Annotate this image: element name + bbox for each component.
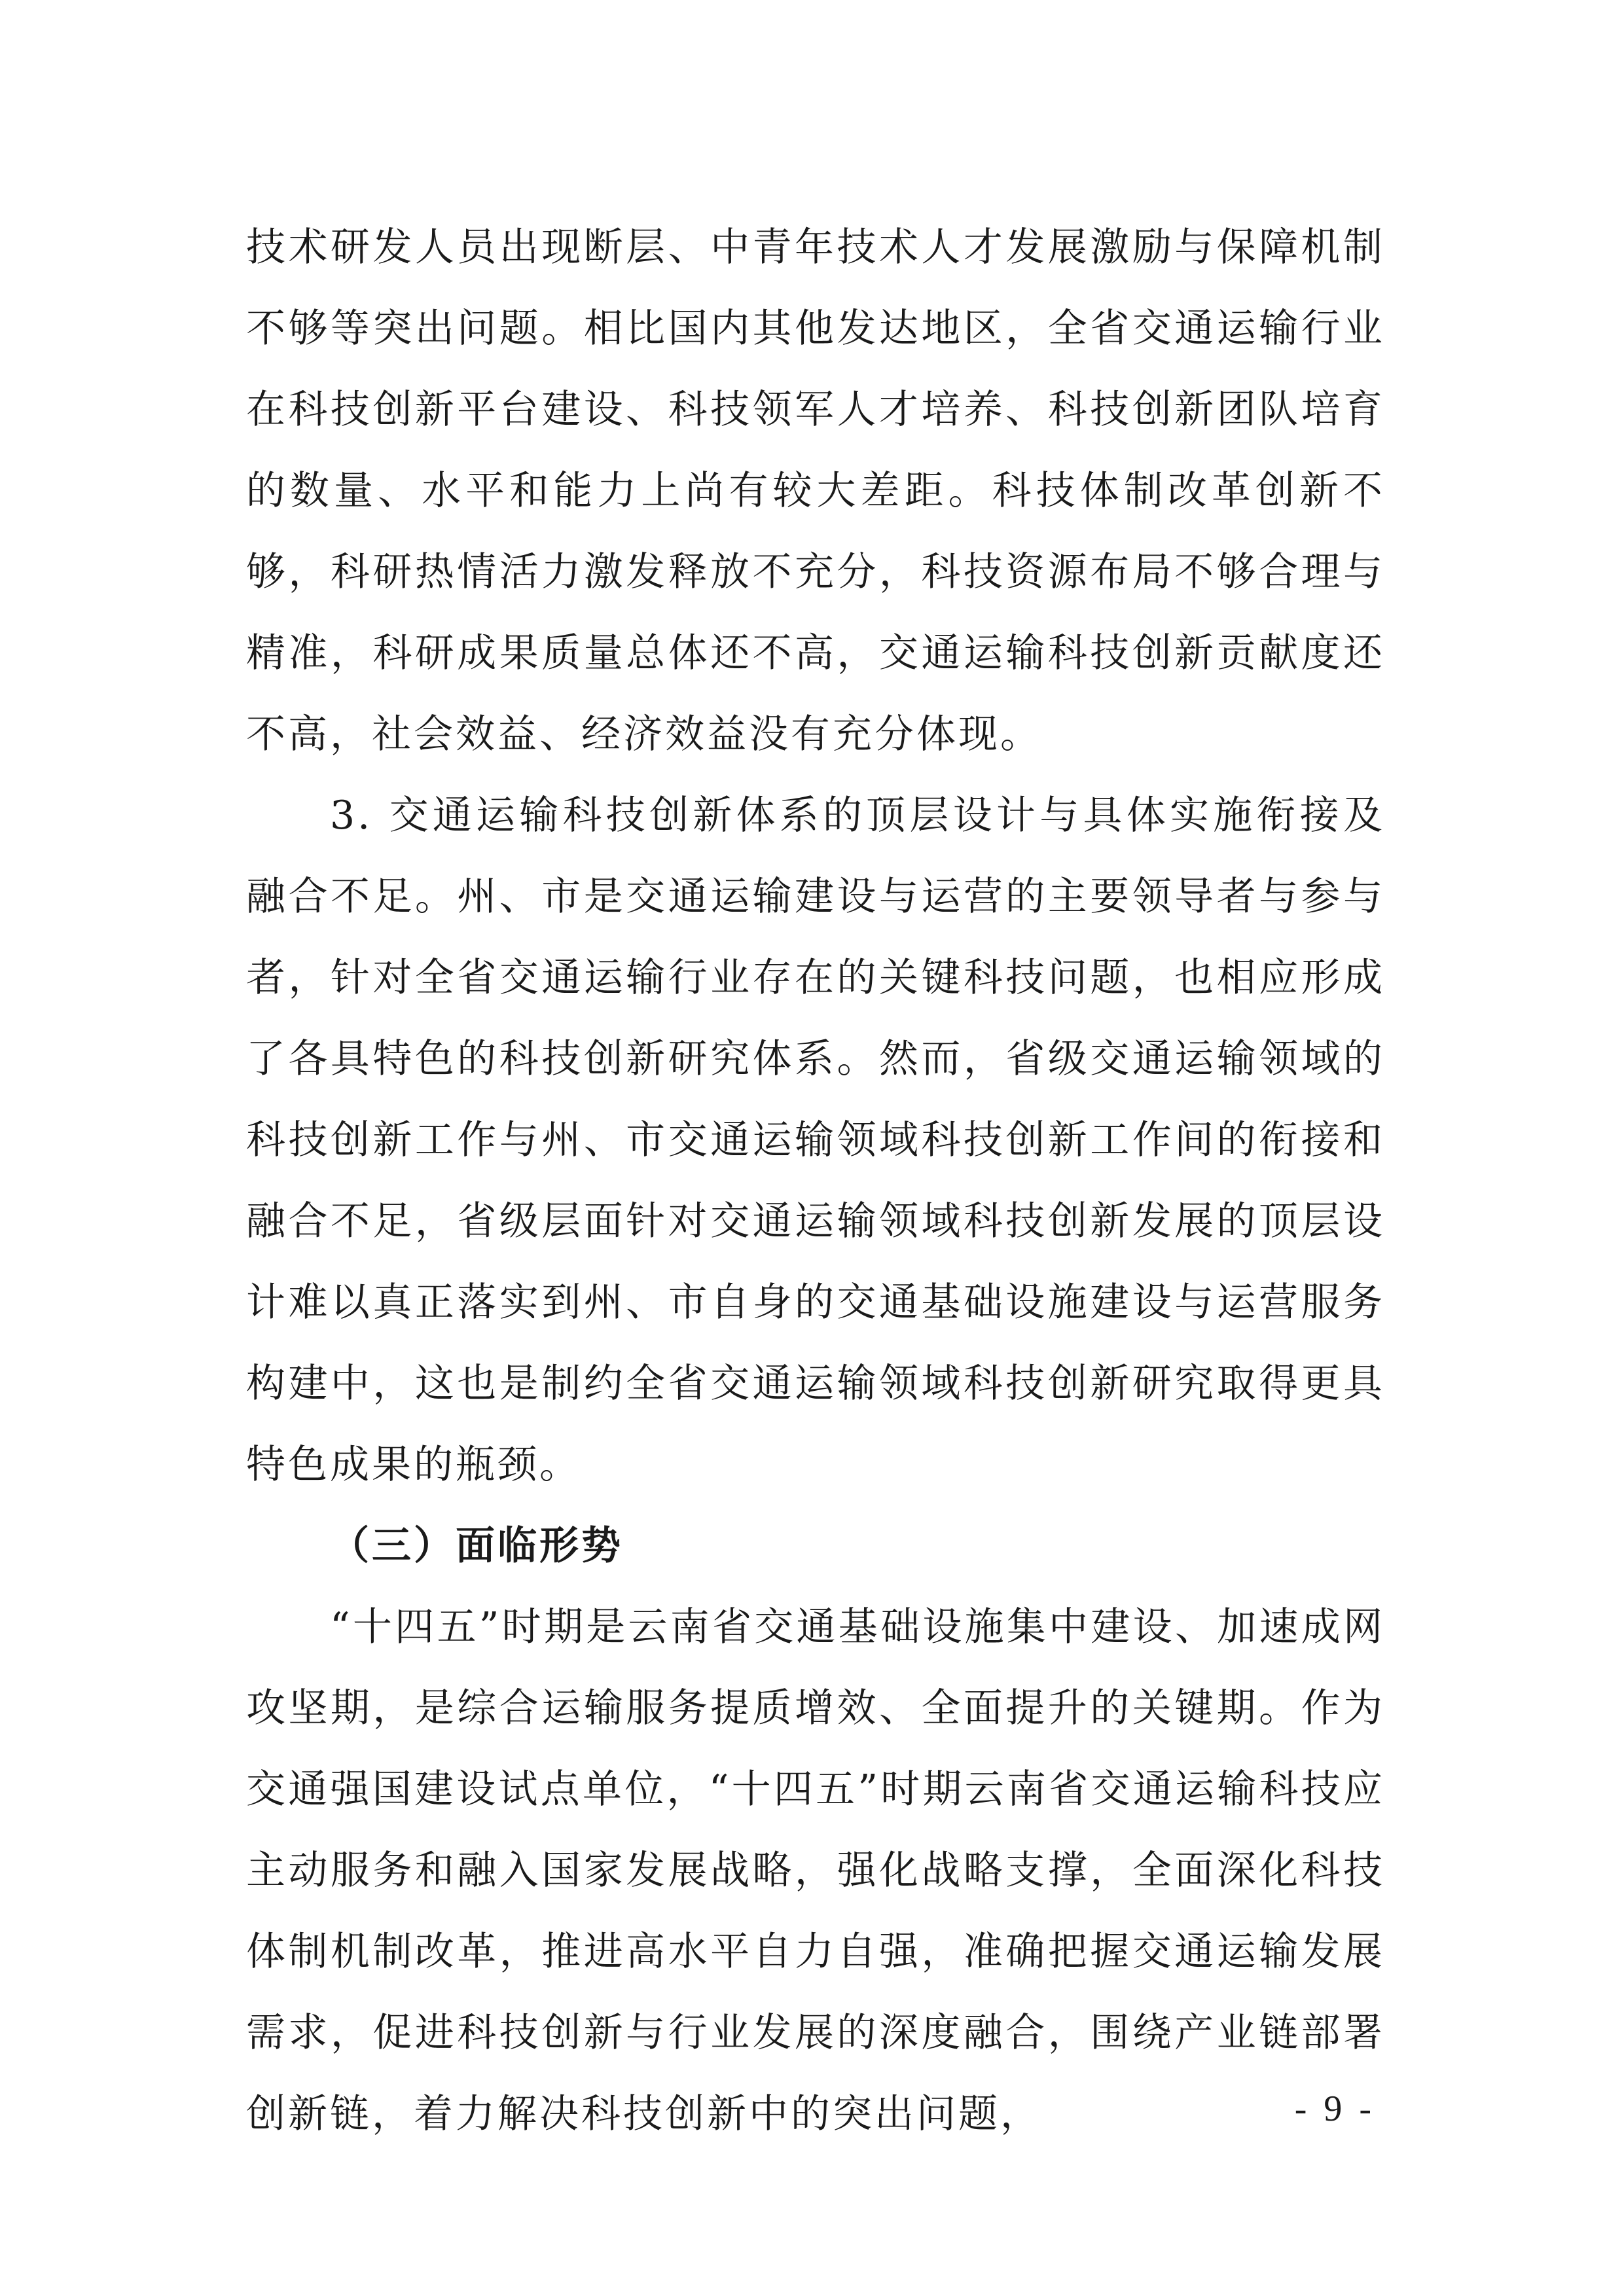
- section-heading: （三）面临形势: [330, 1523, 623, 1569]
- paragraph-top-level-design: 3. 交通运输科技创新体系的顶层设计与具体实施衔接及融合不足。州、市是交通运输建设与运营的主要领导者与参与者，针对全省交通运输行业存在的关键科技问题，也相应形成了各具特色的科技创新研究体系。然而，省级交通运输领域的科技创新工作与州、市交通运输领域科技创新工作间的衔接和融合不足，省级层面针对交通运输领域科技创新发展的顶层设计难以真正落实到州、市自身的交通基础设施建设与运营服务构建中，这也是制约全省交通运输领域科技创新研究取得更具特色成果的瓶颈。: [246, 793, 1385, 1488]
- page-number: - 9 -: [1294, 2089, 1375, 2129]
- body-text: [246, 207, 1385, 2155]
- paragraph-situation: “十四五”时期是云南省交通基础设施集中建设、加速成网攻坚期，是综合运输服务提质增效、全面提升的关键期。作为交通强国建设试点单位，“十四五”时期云南省交通运输科技应主动服务和融入国家发展战略，强化战略支撑，全面深化科技体制机制改革，推进高水平自力自强，准确把握交通运输发展需求，促进科技创新与行业发展的深度融合，围绕产业链部署创新链，着力解决科技创新中的突出问题，: [246, 1604, 1385, 2137]
- paragraph-talent-issues: 技术研发人员出现断层、中青年技术人才发展激励与保障机制不够等突出问题。相比国内其他发达地区，全省交通运输行业在科技创新平台建设、科技领军人才培养、科技创新团队培育的数量、水平和能力上尚有较大差距。科技体制改革创新不够，科研热情活力激发释放不充分，科技资源布局不够合理与精准，科研成果质量总体还不高，交通运输科技创新贡献度还不高，社会效益、经济效益没有充分体现。: [246, 224, 1385, 757]
